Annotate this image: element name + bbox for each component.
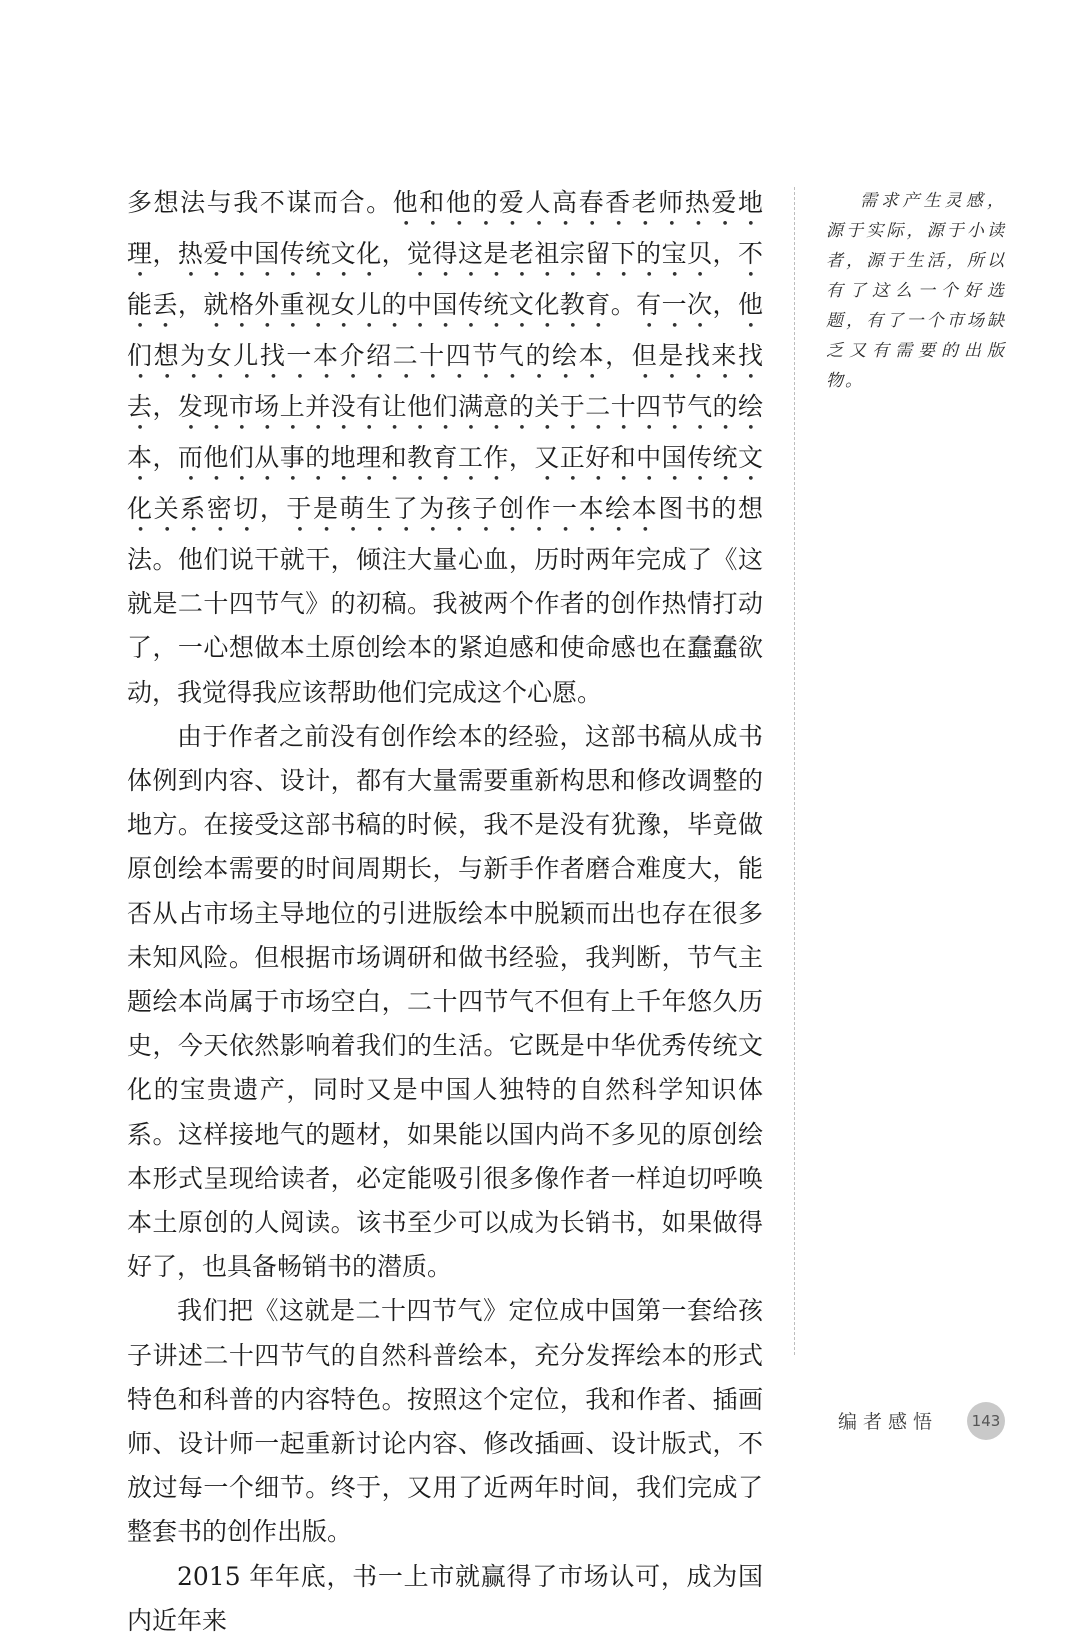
paragraph-3: 我们把《这就是二十四节气》定位成中国第一套给孩子讲述二十四节气的自然科普绘本，充分发挥绘本的形式特色和科普的内容特色。按照这个定位，我和作者、插画师、设计师一起重新讨论内容、修改插画、设计版式，不放过每一个细节。终于，又用了近两年时间，我们完成了整套书的创作出版。 bbox=[127, 1296, 763, 1547]
paragraph-1-lead: 多想法与我不谋而合。 bbox=[127, 188, 393, 217]
paragraph-1-emphasized: 他和他的爱人高春香老师热爱地理，热爱中国传统文化，觉得这是老祖宗留下的宝贝，不能丢，就格外重视女儿的中国传统文化教育。有一次，他们想为女儿找一本介绍二十四节气的绘本，但是找来找去，发现市场上并没有让他们满意的关于二十四节气的绘本，而他们从事的地理和教育工作，又正好和中国传统文化关系密切，于是萌生了为孩子创作一本绘本 bbox=[127, 188, 763, 523]
paragraph-4: 2015 年年底，书一上市就赢得了市场认可，成为国内近年来 bbox=[127, 1561, 763, 1635]
page-number-badge: 143 bbox=[967, 1402, 1005, 1440]
section-label: 编者感悟 bbox=[838, 1411, 939, 1433]
paragraph-1 bbox=[127, 181, 763, 715]
main-body-text bbox=[127, 181, 763, 1643]
margin-divider bbox=[794, 187, 795, 1355]
paragraph-1-tail: 图书的想法。他们说干就干，倾注大量心血，历时两年完成了《这就是二十四节气》的初稿。我被两个作者的创作热情打动了，一心想做本土原创绘本的紧迫感和使命感也在蠢蠢欲动，我觉得我应该帮助他们完成这个心愿。 bbox=[127, 494, 763, 707]
paragraph-2: 由于作者之前没有创作绘本的经验，这部书稿从成书体例到内容、设计，都有大量需要重新构思和修改调整的地方。在接受这部书稿的时候，我不是没有犹豫，毕竟做原创绘本需要的时间周期长，与新手作者磨合难度大，能否从占市场主导地位的引进版绘本中脱颖而出也存在很多未知风险。但根据市场调研和做书经验，我判断，节气主题绘本尚属于市场空白，二十四节气不但有上千年悠久历史，今天依然影响着我们的生活。它既是中华优秀传统文化的宝贵遗产，同时又是中国人独特的自然科学知识体系。这样接地气的题材，如果能以国内尚不多见的原创绘本形式呈现给读者，必定能吸引很多像作者一样迫切呼唤本土原创的人阅读。该书至少可以成为长销书，如果做得好了，也具备畅销书的潜质。 bbox=[127, 721, 763, 1282]
margin-note-text: 需求产生灵感，源于实际，源于小读者，源于生活，所以有了这么一个好选题，有了一个市场缺乏又有需要的出版物。 bbox=[826, 191, 1006, 391]
margin-note bbox=[826, 186, 1006, 396]
